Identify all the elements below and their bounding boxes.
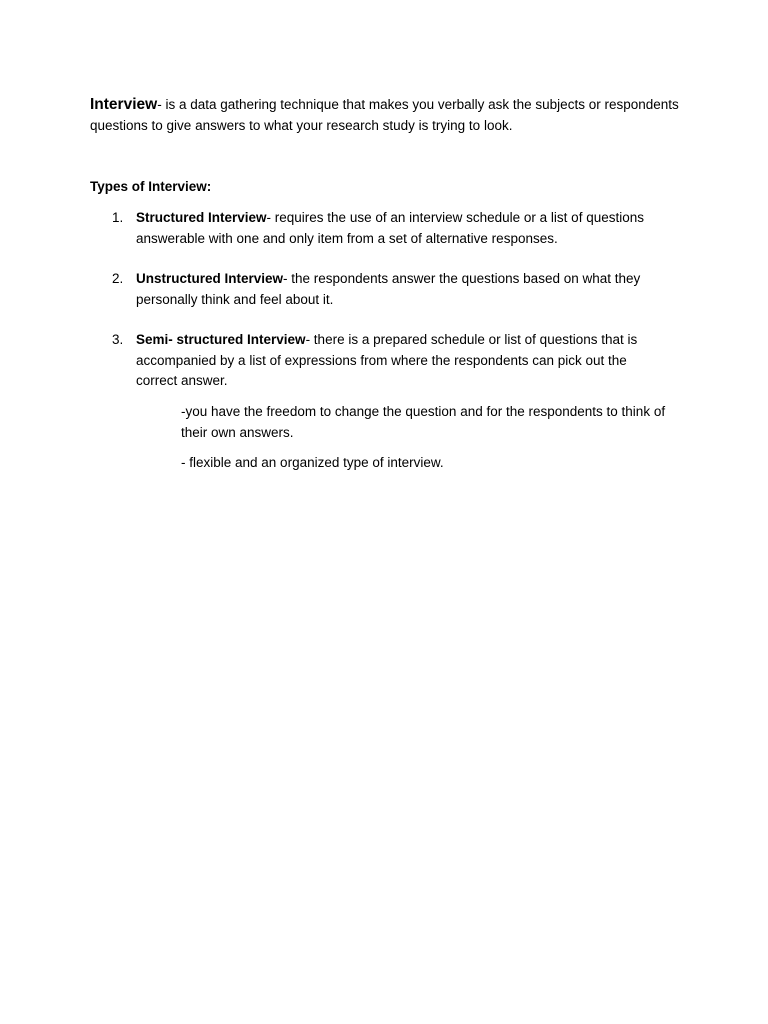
list-item-number: 1. [112,210,124,225]
list-item-body [136,269,666,310]
list-item [112,208,672,249]
list-item-definition: - there is a prepared schedule or list of questions that is accompanied by a list of expressions from where the respondents can pick out the correct answer. [136,332,638,388]
semi-structured-note: - flexible and an organized type of interview. [181,455,444,470]
semi-structured-note: -you have the freedom to change the question and for the respondents to think of their own answers. [181,404,666,440]
list-item-body [136,208,666,249]
list-item-body [136,330,666,392]
types-heading: Types of Interview: [90,179,212,194]
list-item-number: 2. [112,271,124,286]
list-item-term: Structured Interview [136,210,267,225]
list-item-term: Semi- structured Interview [136,332,306,347]
list-item [112,330,672,392]
list-item-definition: - the respondents answer the questions based on what they personally think and feel about it. [136,271,641,307]
list-item [112,269,672,310]
list-item-number: 3. [112,332,124,347]
intro-paragraph [90,94,690,136]
intro-definition: - is a data gathering technique that makes you verbally ask the subjects or respondents questions to give answers to what your research study is trying to look. [90,97,679,133]
list-item-term: Unstructured Interview [136,271,284,286]
list-item-definition: - requires the use of an interview schedule or a list of questions answerable with one and only item from a set of alternative responses. [136,210,644,246]
intro-term: Interview [90,96,158,113]
